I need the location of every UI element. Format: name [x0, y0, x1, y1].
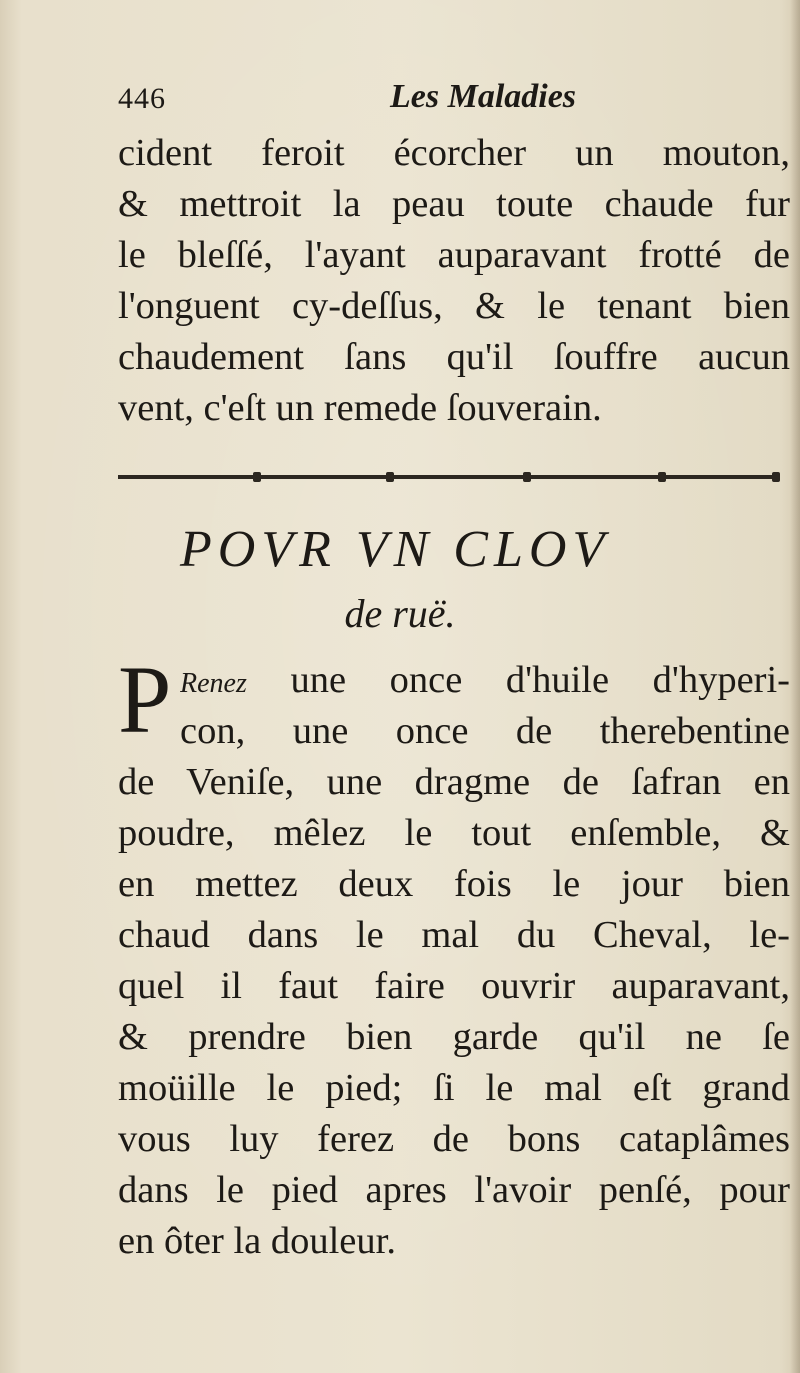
- text-line: de Veniſe, une dragme de ſafran en: [118, 761, 790, 803]
- drop-cap: P: [118, 646, 172, 753]
- first-word: Renez: [180, 668, 247, 699]
- page-header: [118, 78, 678, 126]
- rule-ornament-dot: [386, 472, 394, 482]
- text-line: moüille le pied; ſi le mal eſt grand: [118, 1067, 790, 1109]
- section-title: POVR VN CLOV: [180, 521, 611, 578]
- rule-ornament-dot: [658, 472, 666, 482]
- text-line: vent, c'eſt un remede ſouverain.: [118, 387, 602, 429]
- page-number: 446: [118, 82, 166, 115]
- rule-ornament-dot: [772, 472, 780, 482]
- page-edge-shadow: [790, 0, 800, 1373]
- ornamental-rule: [118, 470, 780, 484]
- text-line: & mettroit la peau toute chaude fur: [118, 183, 790, 225]
- text-line: l'onguent cy-deſſus, & le tenant bien: [118, 285, 790, 327]
- text-line: chaudement ſans qu'il ſouffre aucun: [118, 336, 790, 378]
- text-line: vous luy ferez de bons cataplâmes: [118, 1118, 790, 1160]
- rule-bar: [118, 475, 780, 479]
- text-line: quel il faut faire ouvrir auparavant,: [118, 965, 790, 1007]
- rule-ornament-dot: [523, 472, 531, 482]
- text-line-rest: une once d'huile d'hyperi-: [246, 659, 790, 701]
- text-line: poudre, mêlez le tout enſemble, &: [118, 812, 790, 854]
- text-line: en mettez deux fois le jour bien: [118, 863, 790, 905]
- text-line: [180, 655, 790, 706]
- paragraph-continued: [118, 128, 790, 434]
- paragraph-body: [118, 757, 790, 1267]
- text-line: con, une once de therebentine: [180, 710, 790, 752]
- text-line: le bleſſé, l'ayant auparavant frotté de: [118, 234, 790, 276]
- text-line: en ôter la douleur.: [118, 1220, 396, 1262]
- text-line: dans le pied apres l'avoir penſé, pour: [118, 1169, 790, 1211]
- running-title: Les Maladies: [390, 78, 577, 115]
- section-subtitle: de ruë.: [344, 591, 456, 636]
- paragraph-opening: [180, 655, 790, 757]
- rule-ornament-dot: [253, 472, 261, 482]
- text-line: cident feroit écorcher un mouton,: [118, 132, 790, 174]
- text-line: chaud dans le mal du Cheval, le-: [118, 914, 790, 956]
- text-line: & prendre bien garde qu'il ne ſe: [118, 1016, 790, 1058]
